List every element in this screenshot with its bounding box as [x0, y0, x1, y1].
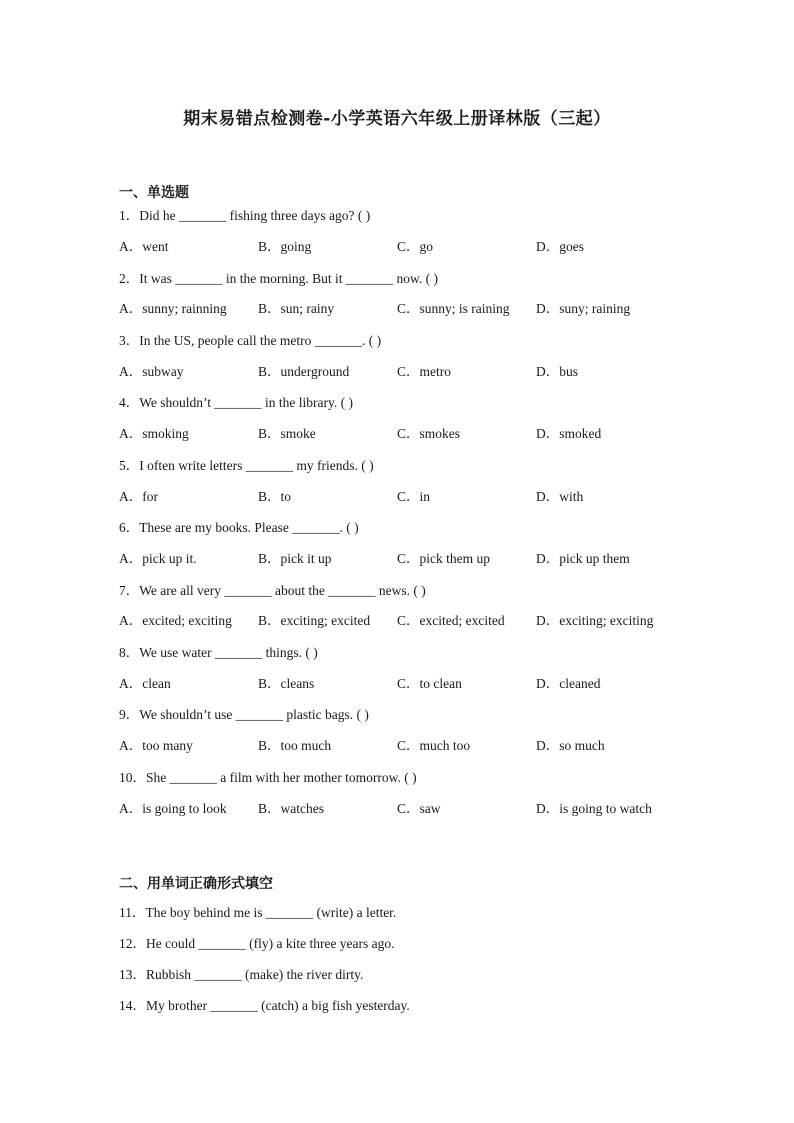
option-b: B．underground	[258, 364, 350, 379]
fill-blank-11: 11．The boy behind me is _______ (write) a letter.	[119, 905, 397, 920]
option-a: A．sunny; rainning	[119, 301, 227, 316]
option-c: C．smokes	[397, 426, 461, 441]
question-1: 1．Did he _______ fishing three days ago? ( )	[119, 208, 371, 223]
option-b: B．going	[258, 239, 312, 254]
option-a: A．for	[119, 489, 158, 504]
option-b: B．sun; rainy	[258, 301, 335, 316]
option-d: D．is going to watch	[536, 801, 652, 816]
option-b: B．smoke	[258, 426, 316, 441]
option-a: A．subway	[119, 364, 184, 379]
option-c: C．metro	[397, 364, 451, 379]
options-4	[119, 424, 679, 444]
option-c: C．go	[397, 239, 434, 254]
option-a: A．is going to look	[119, 801, 227, 816]
options-7	[119, 611, 679, 631]
question-8: 8．We use water _______ things. ( )	[119, 645, 318, 660]
option-b: B．cleans	[258, 676, 315, 691]
option-d: D．pick up them	[536, 551, 630, 566]
option-c: C．saw	[397, 801, 441, 816]
option-a: A．excited; exciting	[119, 613, 232, 628]
option-a: A．clean	[119, 676, 171, 691]
option-d: D．bus	[536, 364, 579, 379]
option-c: C．much too	[397, 738, 471, 753]
option-c: C．in	[397, 489, 431, 504]
options-9	[119, 736, 679, 756]
question-10: 10．She _______ a film with her mother tomorrow. ( )	[119, 770, 417, 785]
option-d: D．exciting; exciting	[536, 613, 654, 628]
option-d: D．smoked	[536, 426, 602, 441]
option-d: D．suny; raining	[536, 301, 631, 316]
option-a: A．smoking	[119, 426, 189, 441]
option-d: D．goes	[536, 239, 584, 254]
option-a: A．too many	[119, 738, 193, 753]
options-1	[119, 237, 679, 257]
option-d: D．so much	[536, 738, 605, 753]
option-b: B．watches	[258, 801, 324, 816]
question-2: 2．It was _______ in the morning. But it _______ now. ( )	[119, 271, 438, 286]
question-6: 6．These are my books. Please _______. ( )	[119, 520, 359, 535]
question-4: 4．We shouldn’t _______ in the library. ( )	[119, 395, 354, 410]
options-6	[119, 549, 679, 569]
option-a: A．pick up it.	[119, 551, 197, 566]
option-c: C．pick them up	[397, 551, 490, 566]
fill-blank-12: 12．He could _______ (fly) a kite three years ago.	[119, 936, 395, 951]
question-9: 9．We shouldn’t use _______ plastic bags. ( )	[119, 707, 369, 722]
question-3: 3．In the US, people call the metro _______. ( )	[119, 333, 382, 348]
option-c: C．to clean	[397, 676, 462, 691]
option-d: D．with	[536, 489, 584, 504]
page-title: 期末易错点检测卷-小学英语六年级上册译林版（三起）	[183, 109, 611, 129]
fill-blank-13: 13．Rubbish _______ (make) the river dirty.	[119, 967, 364, 982]
option-b: B．pick it up	[258, 551, 332, 566]
options-8	[119, 674, 679, 694]
section-heading-fill-blank: 二、用单词正确形式填空	[119, 876, 273, 892]
question-7: 7．We are all very _______ about the _______ news. ( )	[119, 583, 426, 598]
options-10	[119, 799, 679, 819]
options-3	[119, 362, 679, 382]
section-heading-single-choice: 一、单选题	[119, 185, 189, 201]
fill-blank-14: 14．My brother _______ (catch) a big fish yesterday.	[119, 998, 410, 1013]
option-b: B．exciting; excited	[258, 613, 371, 628]
option-c: C．sunny; is raining	[397, 301, 510, 316]
option-b: B．too much	[258, 738, 332, 753]
options-2	[119, 299, 679, 319]
option-d: D．cleaned	[536, 676, 601, 691]
option-c: C．excited; excited	[397, 613, 505, 628]
options-5	[119, 487, 679, 507]
question-5: 5．I often write letters _______ my friends. ( )	[119, 458, 374, 473]
option-b: B．to	[258, 489, 292, 504]
option-a: A．went	[119, 239, 169, 254]
